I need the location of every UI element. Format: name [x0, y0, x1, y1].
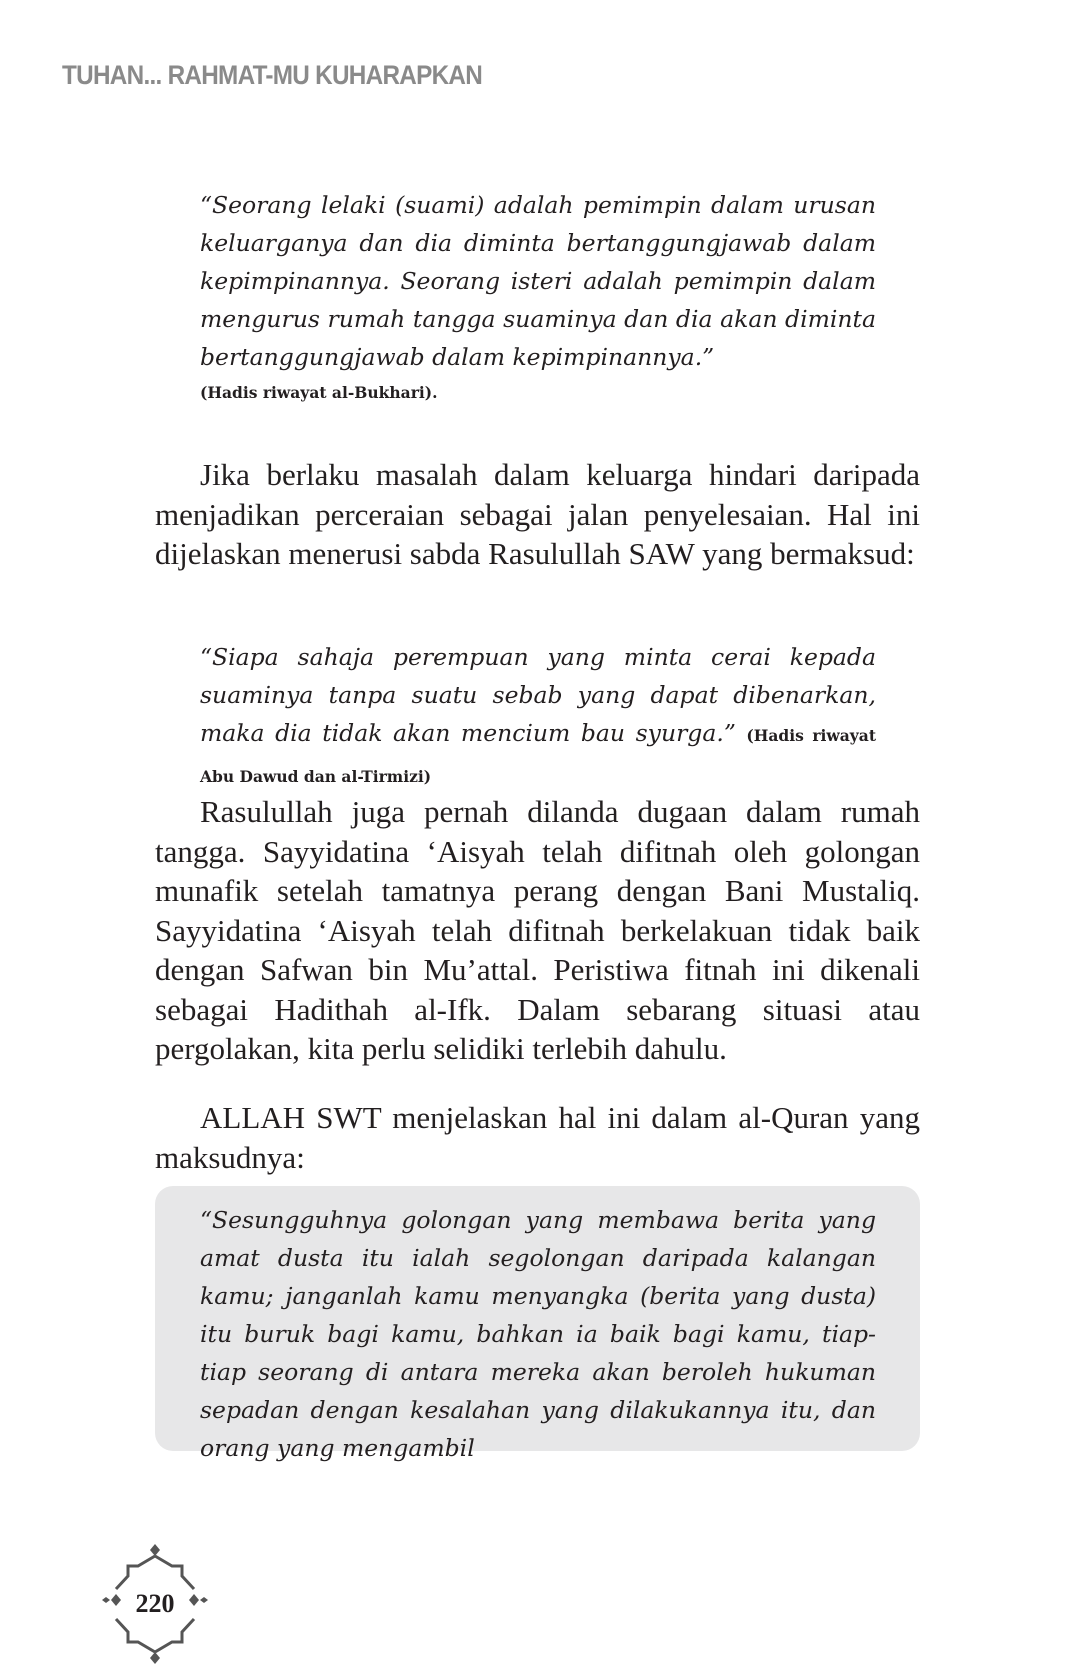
hadith-quote-2-text: “Siapa sahaja perempuan yang minta cerai kepada suaminya tanpa suatu sebab yang dapat dibenarkan, maka dia tidak akan mencium bau syurga.” — [200, 643, 876, 747]
running-head: TUHAN... RAHMAT-MU KUHARAPKAN — [62, 60, 483, 90]
body-paragraph-2: Rasulullah juga pernah dilanda dugaan dalam rumah tangga. Sayyidatina ‘Aisyah telah difitnah oleh golongan munafik setelah tamatnya perang dengan Bani Mustaliq. Sayyidatina ‘Aisyah telah difitnah berkelakuan tidak baik dengan Safwan bin Mu’attal. Peristiwa fitnah ini dikenali sebagai Hadithah al-Ifk. Dalam sebarang situasi atau pergolakan, kita perlu selidiki terlebih dahulu. — [155, 794, 920, 1066]
hadith-quote-1-citation: (Hadis riwayat al-Bukhari). — [200, 383, 438, 402]
hadith-quote-2-citation: (Hadis riwayat Abu Dawud dan al-Tirmizi) — [200, 726, 876, 786]
quran-quote: “Sesungguhnya golongan yang membawa berita yang amat dusta itu ialah segolongan daripada kalangan kamu; janganlah kamu menyangka (berita yang dusta) itu buruk bagi kamu, bahkan ia baik bagi kamu, tiap-tiap seorang di antara mereka akan beroleh hukuman sepadan dengan kesalahan yang dilakukannya itu, dan orang yang mengambil — [200, 1206, 876, 1462]
hadith-quote-1-text: “Seorang lelaki (suami) adalah pemimpin dalam urusan keluarganya dan dia diminta bertanggungjawab dalam kepimpinannya. Seorang isteri adalah pemimpin dalam mengurus rumah tangga suaminya dan dia akan diminta bertanggungjawab dalam kepimpinannya.” — [200, 191, 876, 371]
hadith-quote-2 — [200, 638, 876, 796]
body-paragraph-3: ALLAH SWT menjelaskan hal ini dalam al-Quran yang maksudnya: — [155, 1100, 920, 1175]
page-number: 220 — [135, 1589, 175, 1618]
body-paragraph-1: Jika berlaku masalah dalam keluarga hindari daripada menjadikan perceraian sebagai jalan penyelesaian. Hal ini dijelaskan menerusi sabda Rasulullah SAW yang bermaksud: — [155, 457, 920, 571]
hadith-quote-1 — [200, 186, 876, 408]
